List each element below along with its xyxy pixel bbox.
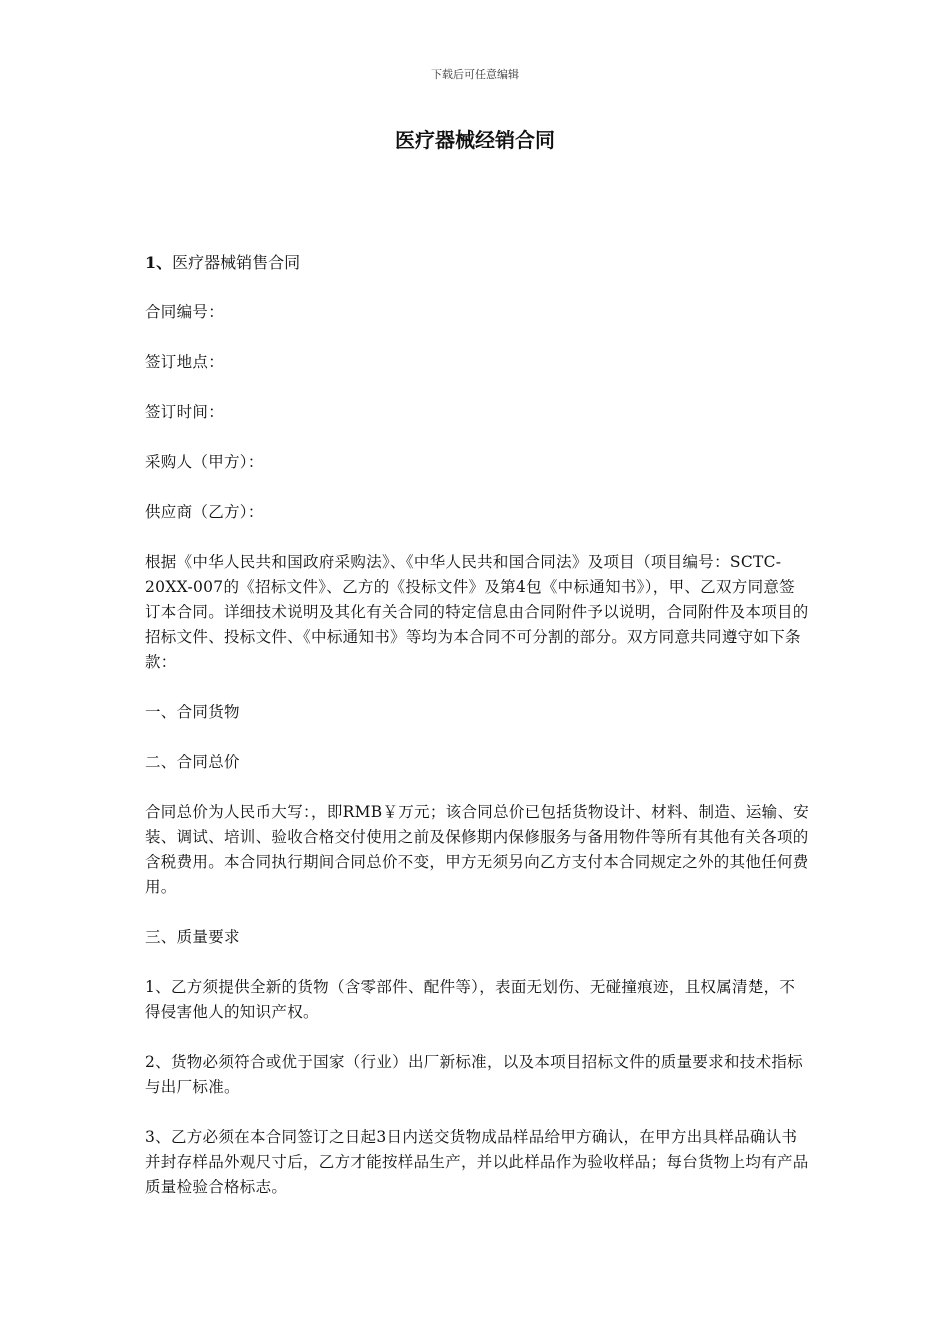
quality-item-2: 2、货物必须符合或优于国家（行业）出厂新标准，以及本项目招标文件的质量要求和技术指标与出厂标准。: [145, 1053, 803, 1096]
document-title: 医疗器械经销合同: [395, 128, 555, 152]
sign-place-field: 签订地点：: [145, 353, 225, 371]
quality-item-1: 1、乙方须提供全新的货物（含零部件、配件等），表面无划伤、无碰撞痕迹，且权属清楚，不得侵害他人的知识产权。: [145, 978, 796, 1021]
goods-heading: 一、合同货物: [145, 703, 240, 721]
price-heading: 二、合同总价: [145, 753, 240, 771]
quality-heading: 三、质量要求: [145, 928, 240, 946]
section-title: 医疗器械销售合同: [172, 253, 301, 272]
section-number: 1、: [145, 253, 173, 272]
contract-number-field: 合同编号：: [145, 303, 225, 321]
intro-paragraph: 根据《中华人民共和国政府采购法》、《中华人民共和国合同法》及项目（项目编号：SCTC-20XX-007的《招标文件》、乙方的《投标文件》及第4包《中标通知书》），甲、乙双方同意签订本合同。详细技术说明及其化有关合同的特定信息由合同附件予以说明，合同附件及本项目的招标文件、投标文件、《中标通知书》等均为本合同不可分割的部分。双方同意共同遵守如下条款：: [145, 553, 809, 671]
section-heading: [145, 250, 810, 275]
sign-time-field: 签订时间：: [145, 403, 225, 421]
supplier-field: 供应商（乙方）：: [145, 503, 264, 521]
price-paragraph: 合同总价为人民币大写：，即RMB￥万元；该合同总价已包括货物设计、材料、制造、运输、安装、调试、培训、验收合格交付使用之前及保修期内保修服务与备用物件等所有其他有关各项的含税费用。本合同执行期间合同总价不变，甲方无须另向乙方支付本合同规定之外的其他任何费用。: [145, 803, 810, 896]
quality-item-3: 3、乙方必须在本合同签订之日起3日内送交货物成品样品给甲方确认，在甲方出具样品确认书并封存样品外观尺寸后，乙方才能按样品生产，并以此样品作为验收样品；每台货物上均有产品质量检验合格标志。: [145, 1128, 809, 1196]
document-body: [145, 250, 810, 1225]
header-note: 下载后可任意编辑: [431, 68, 519, 81]
buyer-field: 采购人（甲方）：: [145, 453, 264, 471]
